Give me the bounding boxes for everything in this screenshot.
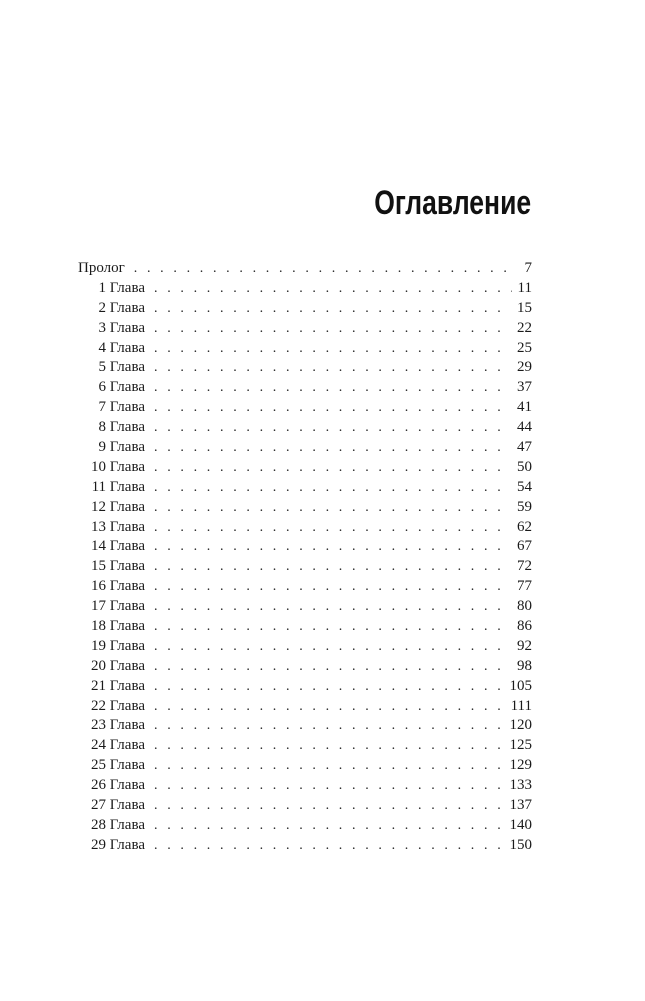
dot-leader bbox=[154, 418, 511, 438]
toc-entry-label: 3 Глава bbox=[98, 319, 145, 336]
dot-leader bbox=[154, 398, 511, 418]
dot-leader bbox=[154, 299, 511, 319]
toc-entry-chapter[interactable] bbox=[78, 458, 532, 478]
toc-entry-chapter[interactable] bbox=[78, 279, 532, 299]
toc-entry-chapter[interactable] bbox=[78, 557, 532, 577]
toc-entry-label: Пролог bbox=[78, 260, 125, 276]
toc-entry-page-number: 86 bbox=[517, 618, 532, 635]
toc-entry-page-number: 22 bbox=[517, 319, 532, 336]
toc-entry-label: 9 Глава bbox=[98, 439, 145, 456]
toc-entry-page-number: 11 bbox=[517, 279, 532, 296]
toc-entry-label: 29 Глава bbox=[91, 836, 145, 853]
toc-entry-chapter[interactable] bbox=[78, 358, 532, 378]
toc-entry-page-number: 137 bbox=[509, 797, 532, 814]
toc-entry-page-number: 98 bbox=[517, 657, 532, 674]
dot-leader bbox=[154, 279, 512, 299]
toc-entry-chapter[interactable] bbox=[78, 398, 532, 418]
toc-entry-chapter[interactable] bbox=[78, 339, 532, 359]
dot-leader bbox=[154, 677, 504, 697]
dot-leader bbox=[154, 478, 511, 498]
toc-entry-label: 11 Глава bbox=[91, 478, 145, 495]
toc-entry-label: 5 Глава bbox=[98, 359, 145, 376]
toc-entry-page-number: 129 bbox=[509, 757, 532, 774]
toc-entry-label: 6 Глава bbox=[98, 379, 145, 396]
toc-entry-label: 24 Глава bbox=[91, 737, 145, 754]
toc-entry-page-number: 54 bbox=[517, 478, 532, 495]
toc-entry-page-number: 105 bbox=[509, 677, 532, 694]
toc-entry-chapter[interactable] bbox=[78, 796, 532, 816]
dot-leader bbox=[154, 756, 504, 776]
toc-entry-chapter[interactable] bbox=[78, 776, 532, 796]
toc-entry-chapter[interactable] bbox=[78, 716, 532, 736]
toc-entry-chapter[interactable] bbox=[78, 418, 532, 438]
toc-entry-page-number: 50 bbox=[517, 458, 532, 475]
table-of-contents bbox=[78, 259, 532, 856]
toc-entry-page-number: 59 bbox=[517, 498, 532, 515]
toc-entry-page-number: 47 bbox=[517, 439, 532, 456]
toc-entry-page-number: 111 bbox=[510, 697, 532, 714]
dot-leader bbox=[154, 557, 511, 577]
toc-entry-page-number: 44 bbox=[517, 419, 532, 436]
dot-leader bbox=[154, 577, 511, 597]
dot-leader bbox=[154, 339, 511, 359]
page-title: Оглавление bbox=[374, 184, 531, 222]
toc-entry-label: 10 Глава bbox=[91, 458, 145, 475]
toc-entry-label: 2 Глава bbox=[98, 299, 145, 316]
dot-leader bbox=[154, 816, 504, 836]
dot-leader bbox=[154, 518, 511, 538]
toc-entry-page-number: 29 bbox=[517, 359, 532, 376]
toc-entry-page-number: 140 bbox=[509, 816, 532, 833]
dot-leader bbox=[154, 836, 504, 856]
toc-entry-page-number: 67 bbox=[517, 538, 532, 555]
toc-entry-label: 23 Глава bbox=[91, 717, 145, 734]
dot-leader bbox=[154, 378, 511, 398]
dot-leader bbox=[154, 498, 511, 518]
toc-entry-label: 19 Глава bbox=[91, 637, 145, 654]
toc-entry-label: 7 Глава bbox=[98, 399, 145, 416]
dot-leader bbox=[154, 796, 504, 816]
toc-entry-label: 14 Глава bbox=[91, 538, 145, 555]
toc-entry-page-number: 80 bbox=[517, 598, 532, 615]
toc-entry-label: 28 Глава bbox=[91, 816, 145, 833]
toc-entry-page-number: 125 bbox=[509, 737, 532, 754]
toc-entry-page-number: 77 bbox=[517, 578, 532, 595]
toc-entry-chapter[interactable] bbox=[78, 498, 532, 518]
dot-leader bbox=[154, 537, 511, 557]
dot-leader bbox=[154, 776, 504, 796]
toc-entry-chapter[interactable] bbox=[78, 637, 532, 657]
toc-entry-label: 13 Глава bbox=[91, 518, 145, 535]
toc-entry-page-number: 92 bbox=[517, 637, 532, 654]
dot-leader bbox=[154, 736, 504, 756]
toc-entry-label: 15 Глава bbox=[91, 558, 145, 575]
toc-entry-chapter[interactable] bbox=[78, 816, 532, 836]
dot-leader bbox=[154, 358, 511, 378]
toc-entry-chapter[interactable] bbox=[78, 697, 532, 717]
toc-entry-label: 4 Глава bbox=[98, 339, 145, 356]
toc-entry-page-number: 62 bbox=[517, 518, 532, 535]
toc-entry-label: 25 Глава bbox=[91, 757, 145, 774]
toc-entry-chapter[interactable] bbox=[78, 677, 532, 697]
toc-entry-chapter[interactable] bbox=[78, 756, 532, 776]
toc-entry-chapter[interactable] bbox=[78, 597, 532, 617]
toc-entry-chapter[interactable] bbox=[78, 657, 532, 677]
dot-leader bbox=[154, 597, 511, 617]
toc-entry-page-number: 150 bbox=[509, 836, 532, 853]
dot-leader bbox=[154, 657, 511, 677]
toc-entry-label: 27 Глава bbox=[91, 797, 145, 814]
dot-leader bbox=[134, 259, 514, 279]
toc-entry-label: 16 Глава bbox=[91, 578, 145, 595]
toc-entry-chapter[interactable] bbox=[78, 438, 532, 458]
toc-entry-label: 22 Глава bbox=[91, 697, 145, 714]
toc-entry-prologue[interactable] bbox=[78, 259, 532, 279]
toc-entry-page-number: 133 bbox=[509, 777, 532, 794]
toc-entry-label: 18 Глава bbox=[91, 618, 145, 635]
toc-entry-page-number: 37 bbox=[517, 379, 532, 396]
toc-entry-label: 1 Глава bbox=[98, 279, 145, 296]
dot-leader bbox=[154, 617, 511, 637]
toc-entry-page-number: 120 bbox=[509, 717, 532, 734]
toc-entry-chapter[interactable] bbox=[78, 537, 532, 557]
dot-leader bbox=[154, 319, 511, 339]
toc-entry-chapter[interactable] bbox=[78, 518, 532, 538]
toc-entry-label: 8 Глава bbox=[98, 419, 145, 436]
toc-entry-label: 12 Глава bbox=[91, 498, 145, 515]
toc-entry-label: 17 Глава bbox=[91, 598, 145, 615]
dot-leader bbox=[154, 716, 504, 736]
toc-entry-page-number: 41 bbox=[517, 399, 532, 416]
toc-entry-chapter[interactable] bbox=[78, 378, 532, 398]
toc-entry-chapter[interactable] bbox=[78, 736, 532, 756]
toc-entry-chapter[interactable] bbox=[78, 299, 532, 319]
dot-leader bbox=[154, 697, 505, 717]
toc-entry-page-number: 7 bbox=[524, 260, 532, 276]
dot-leader bbox=[154, 637, 511, 657]
toc-entry-chapter[interactable] bbox=[78, 478, 532, 498]
toc-entry-chapter[interactable] bbox=[78, 617, 532, 637]
dot-leader bbox=[154, 438, 511, 458]
toc-entry-page-number: 15 bbox=[517, 299, 532, 316]
toc-entry-label: 26 Глава bbox=[91, 777, 145, 794]
toc-entry-page-number: 72 bbox=[517, 558, 532, 575]
toc-entry-chapter[interactable] bbox=[78, 577, 532, 597]
toc-entry-label: 20 Глава bbox=[91, 657, 145, 674]
toc-entry-chapter[interactable] bbox=[78, 836, 532, 856]
dot-leader bbox=[154, 458, 511, 478]
toc-entry-label: 21 Глава bbox=[91, 677, 145, 694]
toc-entry-chapter[interactable] bbox=[78, 319, 532, 339]
toc-entry-page-number: 25 bbox=[517, 339, 532, 356]
